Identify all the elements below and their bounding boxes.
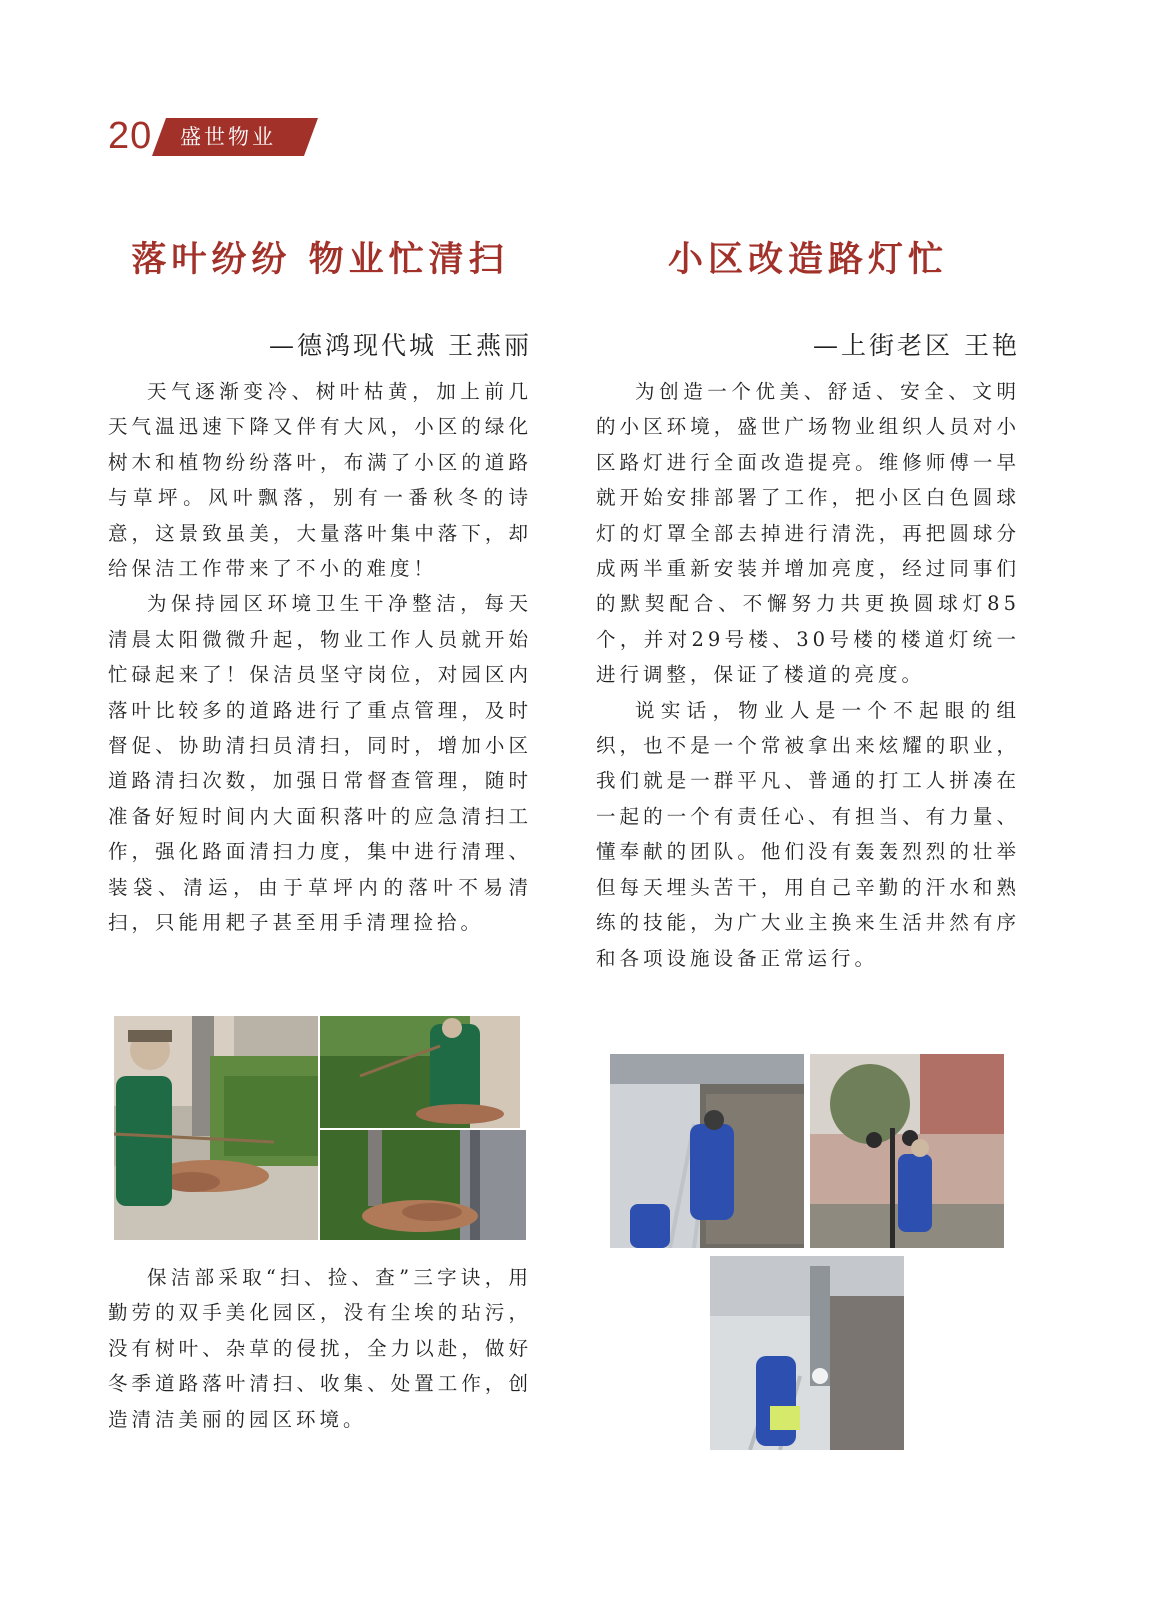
left-paragraph-1: 天气逐渐变冷、树叶枯黄，加上前几天气温迅速下降又伴有大风，小区的绿化树木和植物纷纷落叶，布满了小区的道路与草坪。风叶飘落，别有一番秋冬的诗意，这景致虽美，大量落叶集中落下，却给保洁工作带来了不小的难度！: [108, 380, 532, 581]
page-number: 20: [108, 115, 153, 157]
right-paragraph-2: 说实话，物业人是一个不起眼的组织，也不是一个常被拿出来炫耀的职业，我们就是一群平凡、普通的打工人拼凑在一起的一个有责任心、有担当、有力量、懂奉献的团队。他们没有轰轰烈烈的壮举但每天埋头苦干，用自己辛勤的汗水和熟练的技能，为广大业主换来生活井然有序和各项设施设备正常运行。: [596, 698, 1020, 970]
photo-worker-sweeping: [114, 1016, 318, 1240]
left-paragraph-3: 保洁部采取“扫、捡、查”三字诀，用勤劳的双手美化园区，没有尘埃的玷污，没有树叶、杂草的侵扰，全力以赴，做好冬季道路落叶清扫、收集、处置工作，创造清洁美丽的园区环境。: [108, 1266, 532, 1431]
photo-leaf-pile: [320, 1130, 526, 1240]
section-tab: [152, 118, 318, 156]
photo-raking-grass: [320, 1016, 520, 1128]
right-article-byline: —上街老区 王艳: [813, 331, 1020, 360]
photo-lamp-repair-ladder: [610, 1054, 804, 1248]
photo-street-lamp: [810, 1054, 1004, 1248]
left-paragraph-2: 为保持园区环境卫生干净整洁，每天清晨太阳微微升起，物业工作人员就开始忙碌起来了！保洁员坚守岗位，对园区内落叶比较多的道路进行了重点管理，及时督促、协助清扫员清扫，同时，增加小区道路清扫次数，加强日常督查管理，随时准备好短时间内大面积落叶的应急清扫工作，强化路面清扫力度，集中进行清理、装袋、清运，由于草坪内的落叶不易清扫，只能用耙子甚至用手清理捡拾。: [108, 592, 532, 935]
left-closing: [108, 1260, 532, 1437]
left-article-title: 落叶纷纷 物业忙清扫: [131, 239, 509, 280]
left-article-byline: —德鸿现代城 王燕丽: [269, 331, 532, 360]
photo-ceiling-lamp: [710, 1256, 904, 1450]
left-article: [108, 232, 532, 941]
right-article: [596, 232, 1020, 976]
section-label: 盛世物业: [180, 125, 276, 149]
right-article-title: 小区改造路灯忙: [667, 239, 948, 280]
right-paragraph-1: 为创造一个优美、舒适、安全、文明的小区环境，盛世广场物业组织人员对小区路灯进行全面改造提亮。维修师傅一早就开始安排部署了工作，把小区白色圆球灯的灯罩全部去掉进行清洗，再把圆球分成两半重新安装并增加亮度，经过同事们的默契配合、不懈努力共更换圆球灯85个，并对29号楼、30号楼的楼道灯统一进行调整，保证了楼道的亮度。: [596, 380, 1020, 687]
